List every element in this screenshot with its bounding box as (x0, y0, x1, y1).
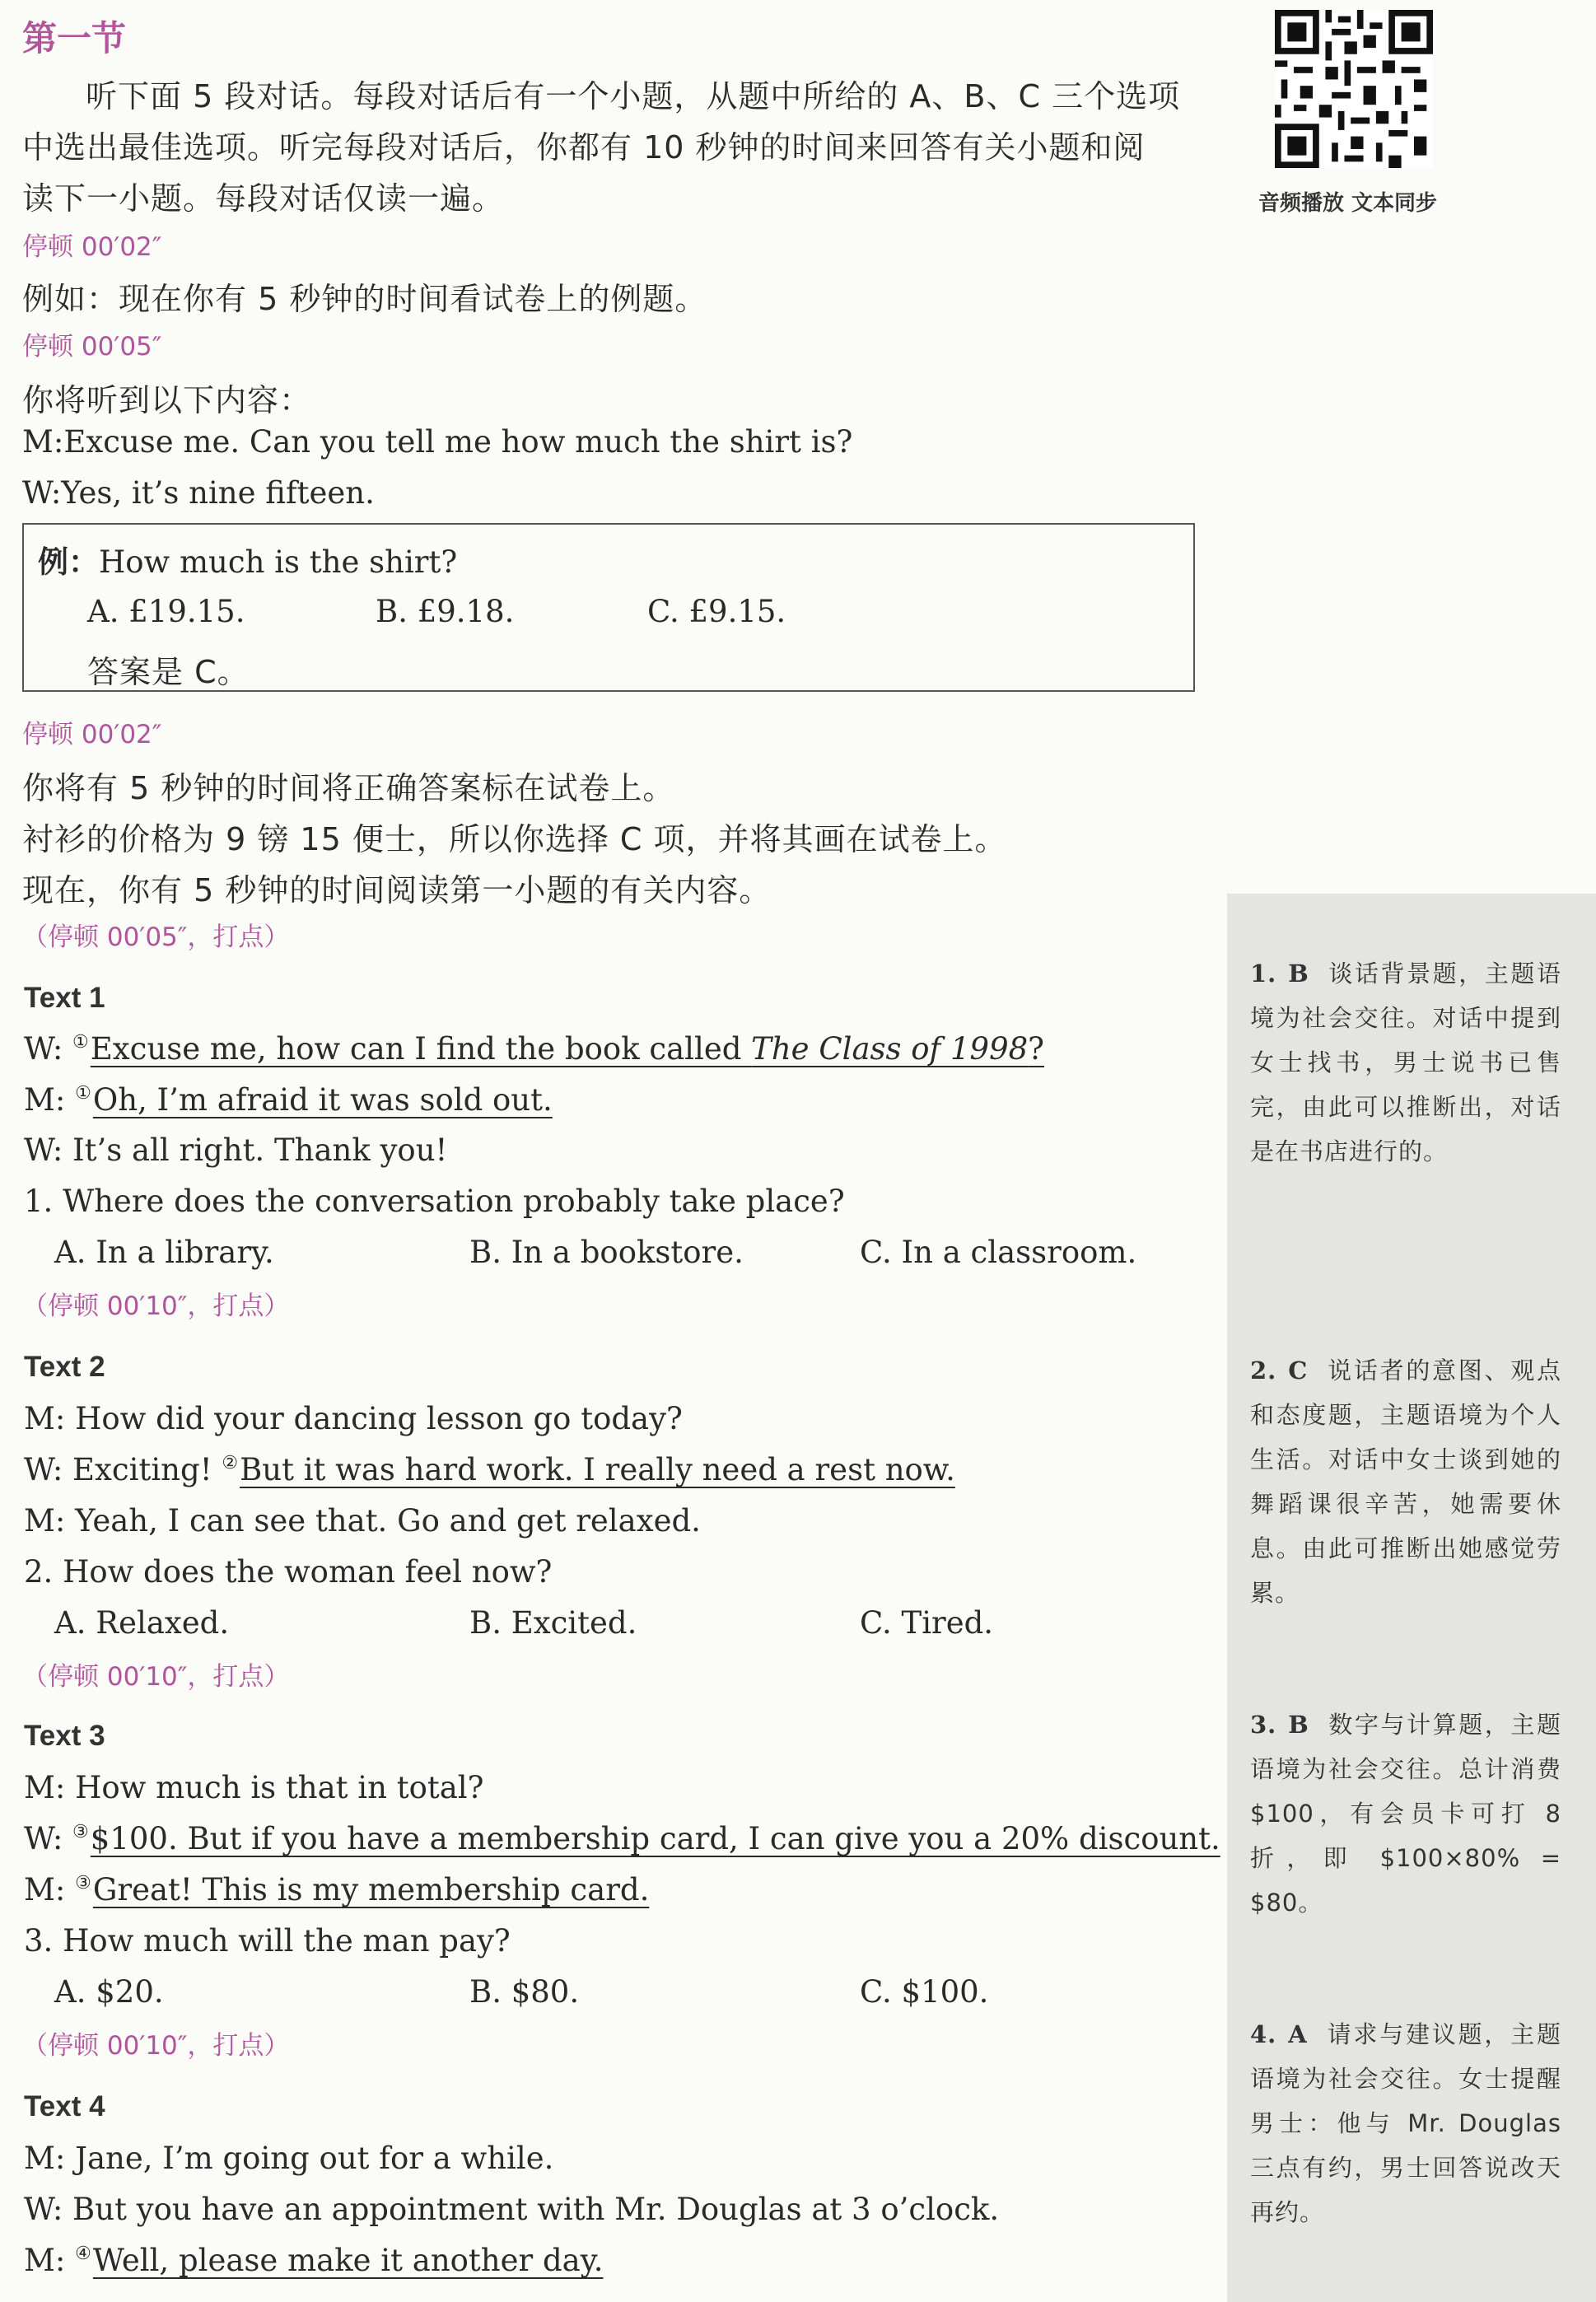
question: 2. How does the woman feel now? (24, 1554, 553, 1590)
instruction-line: 听下面 5 段对话。每段对话后有一个小题，从题中所给的 A、B、C 三个选项 (86, 78, 1181, 114)
after-example-line: 你将有 5 秒钟的时间将正确答案标在试卷上。 (22, 770, 675, 806)
dialog-line: M: ④Well, please make it another day. (24, 2243, 604, 2278)
dialog-line: W: But you have an appointment with Mr. Douglas at 3 o’clock. (24, 2192, 1000, 2227)
explanation-2: 2. C 说话者的意图、观点和态度题，主题语境为个人生活。对话中女士谈到她的舞蹈课很辛苦，她需要休息。由此可推断出她感觉劳累。 (1250, 1356, 1561, 1607)
dialog-line: W: It’s all right. Thank you! (24, 1132, 448, 1168)
pause-marker: 停顿 00′02″ (22, 720, 162, 749)
question: 3. How much will the man pay? (24, 1923, 511, 1959)
pause-marker: （停顿 00′10″，打点） (22, 1291, 290, 1321)
question: 1. Where does the conversation probably take place? (24, 1184, 845, 1219)
example-question: 例：How much is the shirt? (38, 544, 458, 580)
pause-marker: 停顿 00′02″ (22, 232, 162, 262)
text-heading: Text 1 (24, 982, 105, 1014)
text-heading: Text 2 (24, 1351, 105, 1383)
text-heading: Text 4 (24, 2090, 105, 2122)
example-intro: 例如：现在你有 5 秒钟的时间看试卷上的例题。 (22, 281, 707, 317)
pause-marker: （停顿 00′10″，打点） (22, 2031, 290, 2061)
option-a: A. Relaxed. (54, 1605, 230, 1641)
dialog-line: M: Yeah, I can see that. Go and get relaxed. (24, 1503, 701, 1539)
after-example-line: 现在，你有 5 秒钟的时间阅读第一小题的有关内容。 (22, 872, 772, 908)
text-heading: Text 3 (24, 1720, 105, 1752)
qr-caption: 音频播放 文本同步 (1258, 191, 1438, 216)
option-a: A. In a library. (54, 1235, 274, 1270)
explanation-4: 4. A 请求与建议题，主题语境为社会交往。女士提醒男士：他与 Mr. Douglas 三点有约，男士回答说改天再约。 (1250, 2020, 1561, 2226)
will-hear-label: 你将听到以下内容： (22, 382, 312, 418)
dialog-line: M: How much is that in total? (24, 1770, 484, 1805)
example-dialog-line: W:Yes, it’s nine fifteen. (22, 475, 375, 511)
option-c: C. In a classroom. (860, 1235, 1137, 1270)
option-b: B. Excited. (469, 1605, 637, 1641)
dialog-line: W: ①Excuse me, how can I find the book called The Class of 1998? (24, 1031, 1045, 1067)
option-a: A. $20. (54, 1974, 164, 2010)
example-answer: 答案是 C。 (87, 654, 250, 690)
example-option-b: B. £9.18. (376, 594, 515, 629)
option-c: C. Tired. (860, 1605, 994, 1641)
qr-code-icon[interactable] (1275, 10, 1433, 168)
dialog-line: W: Exciting! ②But it was hard work. I really need a rest now. (24, 1452, 955, 1487)
option-b: B. In a bookstore. (469, 1235, 744, 1270)
instruction-line: 读下一小题。每段对话仅读一遍。 (22, 180, 505, 217)
pause-marker: （停顿 00′05″，打点） (22, 922, 290, 952)
explanation-3: 3. B 数字与计算题，主题语境为社会交往。总计消费 $100，有会员卡可打 8 折，即 $100×80% = $80。 (1250, 1711, 1561, 1917)
section-title: 第一节 (22, 18, 127, 58)
explanation-1: 1. B 谈话背景题，主题语境为社会交往。对话中提到女士找书，男士说书已售完，由此可以推断出，对话是在书店进行的。 (1250, 960, 1561, 1165)
example-dialog-line: M:Excuse me. Can you tell me how much the shirt is? (22, 424, 853, 460)
pause-marker: （停顿 00′10″，打点） (22, 1662, 290, 1692)
after-example-line: 衬衫的价格为 9 镑 15 便士，所以你选择 C 项，并将其画在试卷上。 (22, 821, 1007, 857)
option-b: B. $80. (469, 1974, 580, 2010)
dialog-line: W: ③$100. But if you have a membership card, I can give you a 20% discount. (24, 1821, 1220, 1856)
option-c: C. $100. (860, 1974, 989, 2010)
example-option-a: A. £19.15. (87, 594, 245, 629)
instruction-line: 中选出最佳选项。听完每段对话后，你都有 10 秒钟的时间来回答有关小题和阅 (22, 129, 1146, 166)
dialog-line: M: Jane, I’m going out for a while. (24, 2141, 554, 2176)
example-option-c: C. £9.15. (647, 594, 786, 629)
dialog-line: M: How did your dancing lesson go today? (24, 1401, 683, 1436)
dialog-line: M: ③Great! This is my membership card. (24, 1872, 650, 1907)
pause-marker: 停顿 00′05″ (22, 332, 162, 362)
dialog-line: M: ①Oh, I’m afraid it was sold out. (24, 1082, 553, 1118)
